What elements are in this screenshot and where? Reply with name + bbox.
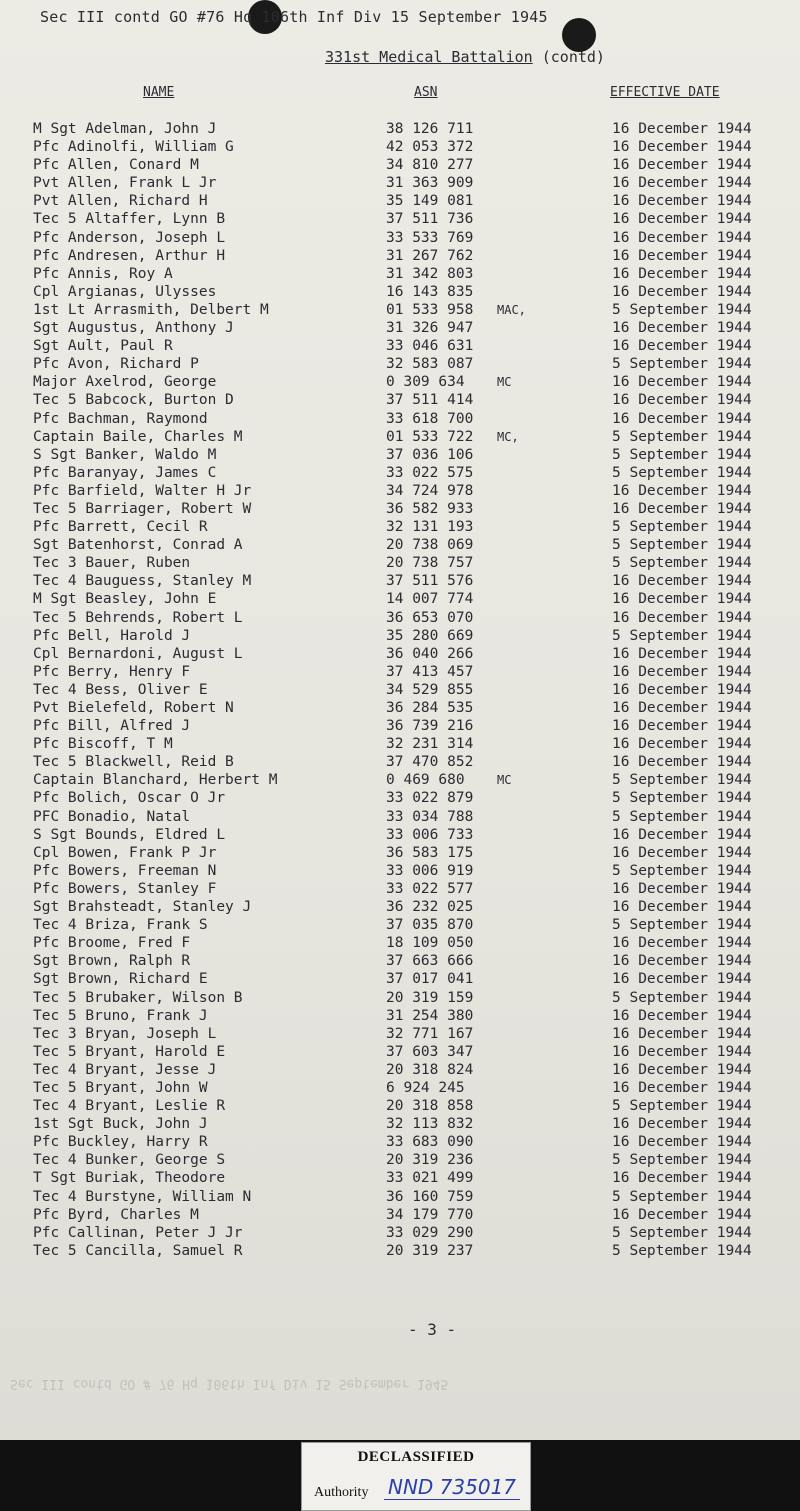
table-row [0, 645, 800, 663]
table-row [0, 373, 800, 391]
effective-date: 16 December 1944 [612, 899, 752, 916]
serial-number: 32 771 167 [386, 1025, 474, 1042]
table-row [0, 1061, 800, 1079]
person-name: Major Axelrod, George [33, 374, 217, 391]
table-row [0, 826, 800, 844]
effective-date: 5 September 1944 [612, 1242, 752, 1259]
effective-date: 16 December 1944 [612, 718, 752, 735]
serial-number: 20 318 824 [386, 1061, 474, 1078]
person-name: Tec 4 Burstyne, William N [33, 1188, 252, 1205]
effective-date: 16 December 1944 [612, 1043, 752, 1060]
serial-number: 18 109 050 [386, 935, 474, 952]
person-name: Pfc Anderson, Joseph L [33, 229, 226, 246]
person-name: T Sgt Buriak, Theodore [33, 1170, 226, 1187]
serial-number: 33 046 631 [386, 338, 474, 355]
table-row [0, 391, 800, 409]
serial-number: 36 582 933 [386, 500, 474, 517]
person-name: Pfc Allen, Conard M [33, 157, 199, 174]
serial-number: 42 053 372 [386, 139, 474, 156]
person-name: Pfc Barrett, Cecil R [33, 519, 208, 536]
effective-date: 5 September 1944 [612, 1188, 752, 1205]
person-name: Pfc Callinan, Peter J Jr [33, 1224, 243, 1241]
table-row [0, 446, 800, 464]
serial-number: 20 319 237 [386, 1242, 474, 1259]
serial-number: 33 683 090 [386, 1134, 474, 1151]
serial-number: 16 143 835 [386, 283, 474, 300]
person-name: Tec 3 Bryan, Joseph L [33, 1025, 217, 1042]
person-name: Sgt Brown, Ralph R [33, 953, 191, 970]
serial-number: 33 006 919 [386, 862, 474, 879]
serial-number: 36 583 175 [386, 844, 474, 861]
person-name: Pfc Biscoff, T M [33, 736, 173, 753]
person-name: Tec 5 Barriager, Robert W [33, 500, 252, 517]
effective-date: 16 December 1944 [612, 645, 752, 662]
person-name: Pfc Bachman, Raymond [33, 410, 208, 427]
serial-number: 36 653 070 [386, 609, 474, 626]
table-row [0, 247, 800, 265]
serial-number: 37 036 106 [386, 446, 474, 463]
person-name: Pfc Adinolfi, William G [33, 139, 234, 156]
effective-date: 16 December 1944 [612, 338, 752, 355]
person-name: Tec 5 Cancilla, Samuel R [33, 1242, 243, 1259]
effective-date: 16 December 1944 [612, 1025, 752, 1042]
table-row [0, 934, 800, 952]
serial-number: 36 040 266 [386, 645, 474, 662]
table-row [0, 989, 800, 1007]
table-row [0, 1242, 800, 1260]
corps-note: MC [497, 375, 512, 390]
person-name: Pvt Allen, Richard H [33, 193, 208, 210]
person-name: M Sgt Beasley, John E [33, 591, 217, 608]
table-row [0, 1206, 800, 1224]
effective-date: 5 September 1944 [612, 464, 752, 481]
person-name: Tec 5 Behrends, Robert L [33, 609, 243, 626]
effective-date: 5 September 1944 [612, 555, 752, 572]
unit-heading [325, 48, 605, 66]
declassified-stamp [301, 1442, 531, 1511]
serial-number: 01 533 722 [386, 428, 474, 445]
bleed-through-text: Sec III contd GO # 76 Hq 106th Inf Div 15 September 1945 [10, 1376, 449, 1391]
person-name: M Sgt Adelman, John J [33, 121, 217, 137]
roster-list [0, 120, 800, 1260]
serial-number: 31 326 947 [386, 320, 474, 337]
table-row [0, 699, 800, 717]
effective-date: 5 September 1944 [612, 519, 752, 536]
effective-date: 16 December 1944 [612, 1206, 752, 1223]
effective-date: 16 December 1944 [612, 410, 752, 427]
table-row [0, 1188, 800, 1206]
serial-number: 32 113 832 [386, 1116, 474, 1133]
unit-name: 331st Medical Battalion [325, 48, 533, 66]
table-row [0, 301, 800, 319]
person-name: Pfc Broome, Fred F [33, 935, 191, 952]
table-row [0, 337, 800, 355]
person-name: Tec 4 Bunker, George S [33, 1152, 226, 1169]
effective-date: 16 December 1944 [612, 880, 752, 897]
person-name: Tec 5 Bruno, Frank J [33, 1007, 208, 1024]
effective-date: 16 December 1944 [612, 392, 752, 409]
stamp-title: DECLASSIFIED [357, 1449, 475, 1465]
serial-number: 01 533 958 [386, 301, 474, 318]
effective-date: 16 December 1944 [612, 193, 752, 210]
page-number: - 3 - [408, 1320, 457, 1339]
effective-date: 16 December 1944 [612, 754, 752, 771]
table-row [0, 880, 800, 898]
person-name: Pfc Avon, Richard P [33, 356, 199, 373]
person-name: Tec 3 Bauer, Ruben [33, 555, 191, 572]
person-name: Pfc Berry, Henry F [33, 663, 191, 680]
serial-number: 37 603 347 [386, 1043, 474, 1060]
effective-date: 16 December 1944 [612, 211, 752, 228]
table-row [0, 952, 800, 970]
table-row [0, 554, 800, 572]
effective-date: 16 December 1944 [612, 971, 752, 988]
table-row [0, 1097, 800, 1115]
effective-date: 16 December 1944 [612, 573, 752, 590]
serial-number: 32 231 314 [386, 736, 474, 753]
effective-date: 16 December 1944 [612, 609, 752, 626]
table-row [0, 572, 800, 590]
serial-number: 6 924 245 [386, 1079, 465, 1096]
effective-date: 16 December 1944 [612, 1061, 752, 1078]
table-row [0, 970, 800, 988]
effective-date: 16 December 1944 [612, 1007, 752, 1024]
effective-date: 16 December 1944 [612, 1170, 752, 1187]
serial-number: 34 810 277 [386, 157, 474, 174]
effective-date: 16 December 1944 [612, 500, 752, 517]
serial-number: 33 006 733 [386, 826, 474, 843]
serial-number: 31 267 762 [386, 247, 474, 264]
person-name: Captain Blanchard, Herbert M [33, 772, 278, 789]
table-row [0, 138, 800, 156]
serial-number: 38 126 711 [386, 121, 474, 137]
effective-date: 16 December 1944 [612, 736, 752, 753]
person-name: Pvt Bielefeld, Robert N [33, 700, 234, 716]
serial-number: 0 469 680 [386, 772, 465, 789]
person-name: PFC Bonadio, Natal [33, 808, 191, 825]
column-header-asn: ASN [414, 85, 438, 100]
serial-number: 0 309 634 [386, 374, 465, 391]
person-name: Pfc Barfield, Walter H Jr [33, 482, 252, 499]
punch-hole-right [562, 18, 596, 52]
person-name: Pfc Annis, Roy A [33, 265, 173, 282]
table-row [0, 482, 800, 500]
table-row [0, 464, 800, 482]
person-name: Sgt Brahsteadt, Stanley J [33, 899, 252, 916]
table-row [0, 1133, 800, 1151]
person-name: Pfc Bowers, Freeman N [33, 862, 217, 879]
person-name: Pfc Andresen, Arthur H [33, 247, 226, 264]
effective-date: 16 December 1944 [612, 229, 752, 246]
effective-date: 16 December 1944 [612, 175, 752, 192]
serial-number: 35 280 669 [386, 627, 474, 644]
serial-number: 31 363 909 [386, 175, 474, 192]
person-name: Tec 5 Altaffer, Lynn B [33, 211, 226, 228]
serial-number: 33 034 788 [386, 808, 474, 825]
serial-number: 37 413 457 [386, 663, 474, 680]
effective-date: 16 December 1944 [612, 935, 752, 952]
corps-note: MAC, [497, 302, 526, 317]
table-row [0, 1007, 800, 1025]
serial-number: 32 131 193 [386, 519, 474, 536]
serial-number: 36 160 759 [386, 1188, 474, 1205]
person-name: Pfc Byrd, Charles M [33, 1206, 199, 1223]
serial-number: 34 179 770 [386, 1206, 474, 1223]
person-name: Pfc Bolich, Oscar O Jr [33, 790, 226, 807]
serial-number: 37 511 576 [386, 573, 474, 590]
table-row [0, 862, 800, 880]
effective-date: 5 September 1944 [612, 446, 752, 463]
person-name: Pfc Baranyay, James C [33, 464, 217, 481]
serial-number: 20 319 236 [386, 1152, 474, 1169]
serial-number: 33 022 575 [386, 464, 474, 481]
table-row [0, 192, 800, 210]
effective-date: 5 September 1944 [612, 301, 752, 318]
effective-date: 5 September 1944 [612, 772, 752, 789]
effective-date: 16 December 1944 [612, 247, 752, 264]
serial-number: 33 022 577 [386, 880, 474, 897]
effective-date: 16 December 1944 [612, 681, 752, 698]
person-name: Sgt Brown, Richard E [33, 971, 208, 988]
table-row [0, 265, 800, 283]
table-row [0, 120, 800, 138]
effective-date: 16 December 1944 [612, 265, 752, 282]
table-row [0, 355, 800, 373]
corps-note: MC, [497, 429, 519, 444]
table-row [0, 174, 800, 192]
table-row [0, 229, 800, 247]
person-name: Sgt Augustus, Anthony J [33, 320, 234, 337]
stamp-authority-value: NND 735017 [384, 1475, 520, 1500]
person-name: 1st Sgt Buck, John J [33, 1116, 208, 1133]
serial-number: 36 739 216 [386, 718, 474, 735]
serial-number: 37 017 041 [386, 971, 474, 988]
serial-number: 31 254 380 [386, 1007, 474, 1024]
column-header-date: EFFECTIVE DATE [610, 85, 720, 100]
table-row [0, 844, 800, 862]
person-name: Tec 5 Babcock, Burton D [33, 392, 234, 409]
serial-number: 20 738 757 [386, 555, 474, 572]
table-row [0, 283, 800, 301]
effective-date: 5 September 1944 [612, 808, 752, 825]
effective-date: 5 September 1944 [612, 1152, 752, 1169]
corps-note: MC [497, 773, 512, 788]
table-row [0, 410, 800, 428]
effective-date: 16 December 1944 [612, 844, 752, 861]
table-row [0, 1169, 800, 1187]
serial-number: 20 738 069 [386, 537, 474, 554]
person-name: Tec 5 Bryant, John W [33, 1079, 208, 1096]
effective-date: 16 December 1944 [612, 663, 752, 680]
serial-number: 37 035 870 [386, 917, 474, 934]
person-name: Sgt Batenhorst, Conrad A [33, 537, 243, 554]
effective-date: 16 December 1944 [612, 826, 752, 843]
table-row [0, 518, 800, 536]
effective-date: 16 December 1944 [612, 121, 752, 137]
table-row [0, 1079, 800, 1097]
person-name: Tec 4 Bryant, Leslie R [33, 1098, 226, 1115]
person-name: Tec 5 Bryant, Harold E [33, 1043, 226, 1060]
table-row [0, 590, 800, 608]
person-name: Tec 4 Bess, Oliver E [33, 681, 208, 698]
serial-number: 35 149 081 [386, 193, 474, 210]
serial-number: 37 511 736 [386, 211, 474, 228]
unit-suffix: (contd) [541, 48, 605, 66]
serial-number: 36 284 535 [386, 700, 474, 716]
serial-number: 34 529 855 [386, 681, 474, 698]
table-row [0, 681, 800, 699]
effective-date: 16 December 1944 [612, 482, 752, 499]
table-row [0, 609, 800, 627]
serial-number: 36 232 025 [386, 899, 474, 916]
table-row [0, 428, 800, 446]
order-header: Sec III contd GO #76 Hq 106th Inf Div 15 September 1945 [40, 8, 548, 26]
table-row [0, 771, 800, 789]
effective-date: 5 September 1944 [612, 790, 752, 807]
effective-date: 16 December 1944 [612, 320, 752, 337]
table-row [0, 1151, 800, 1169]
person-name: Pfc Bell, Harold J [33, 627, 191, 644]
table-row [0, 210, 800, 228]
serial-number: 34 724 978 [386, 482, 474, 499]
effective-date: 16 December 1944 [612, 139, 752, 156]
effective-date: 16 December 1944 [612, 1116, 752, 1133]
effective-date: 5 September 1944 [612, 1098, 752, 1115]
effective-date: 5 September 1944 [612, 917, 752, 934]
serial-number: 20 318 858 [386, 1098, 474, 1115]
column-header-name: NAME [143, 85, 175, 100]
table-row [0, 536, 800, 554]
person-name: Pfc Bowers, Stanley F [33, 880, 217, 897]
effective-date: 5 September 1944 [612, 537, 752, 554]
table-row [0, 1043, 800, 1061]
person-name: 1st Lt Arrasmith, Delbert M [33, 301, 269, 318]
effective-date: 16 December 1944 [612, 1134, 752, 1151]
serial-number: 37 511 414 [386, 392, 474, 409]
table-row [0, 1224, 800, 1242]
effective-date: 5 September 1944 [612, 428, 752, 445]
serial-number: 32 583 087 [386, 356, 474, 373]
effective-date: 5 September 1944 [612, 356, 752, 373]
serial-number: 37 470 852 [386, 754, 474, 771]
effective-date: 5 September 1944 [612, 627, 752, 644]
effective-date: 5 September 1944 [612, 1224, 752, 1241]
serial-number: 33 618 700 [386, 410, 474, 427]
table-row [0, 663, 800, 681]
effective-date: 5 September 1944 [612, 862, 752, 879]
serial-number: 20 319 159 [386, 989, 474, 1006]
table-row [0, 808, 800, 826]
effective-date: 16 December 1944 [612, 953, 752, 970]
person-name: Sgt Ault, Paul R [33, 338, 173, 355]
effective-date: 16 December 1944 [612, 591, 752, 608]
serial-number: 33 021 499 [386, 1170, 474, 1187]
effective-date: 16 December 1944 [612, 1079, 752, 1096]
table-row [0, 1115, 800, 1133]
table-row [0, 717, 800, 735]
person-name: Cpl Argianas, Ulysses [33, 283, 217, 300]
table-row [0, 1025, 800, 1043]
table-row [0, 319, 800, 337]
person-name: Cpl Bowen, Frank P Jr [33, 844, 217, 861]
person-name: Tec 5 Blackwell, Reid B [33, 754, 234, 771]
effective-date: 16 December 1944 [612, 374, 752, 391]
effective-date: 5 September 1944 [612, 989, 752, 1006]
person-name: Pfc Buckley, Harry R [33, 1134, 208, 1151]
person-name: S Sgt Banker, Waldo M [33, 446, 217, 463]
table-row [0, 898, 800, 916]
person-name: Pfc Bill, Alfred J [33, 718, 191, 735]
table-row [0, 627, 800, 645]
serial-number: 14 007 774 [386, 591, 474, 608]
table-row [0, 156, 800, 174]
effective-date: 16 December 1944 [612, 283, 752, 300]
person-name: Tec 5 Brubaker, Wilson B [33, 989, 243, 1006]
serial-number: 31 342 803 [386, 265, 474, 282]
person-name: Tec 4 Bauguess, Stanley M [33, 573, 252, 590]
effective-date: 16 December 1944 [612, 157, 752, 174]
person-name: Tec 4 Bryant, Jesse J [33, 1061, 217, 1078]
serial-number: 37 663 666 [386, 953, 474, 970]
person-name: Tec 4 Briza, Frank S [33, 917, 208, 934]
person-name: S Sgt Bounds, Eldred L [33, 826, 226, 843]
person-name: Pvt Allen, Frank L Jr [33, 175, 217, 192]
table-row [0, 753, 800, 771]
serial-number: 33 022 879 [386, 790, 474, 807]
table-row [0, 500, 800, 518]
table-row [0, 916, 800, 934]
table-row [0, 789, 800, 807]
stamp-authority-label: Authority [314, 1485, 369, 1500]
table-row [0, 735, 800, 753]
serial-number: 33 029 290 [386, 1224, 474, 1241]
person-name: Captain Baile, Charles M [33, 428, 243, 445]
serial-number: 33 533 769 [386, 229, 474, 246]
person-name: Cpl Bernardoni, August L [33, 645, 243, 662]
effective-date: 16 December 1944 [612, 700, 752, 716]
